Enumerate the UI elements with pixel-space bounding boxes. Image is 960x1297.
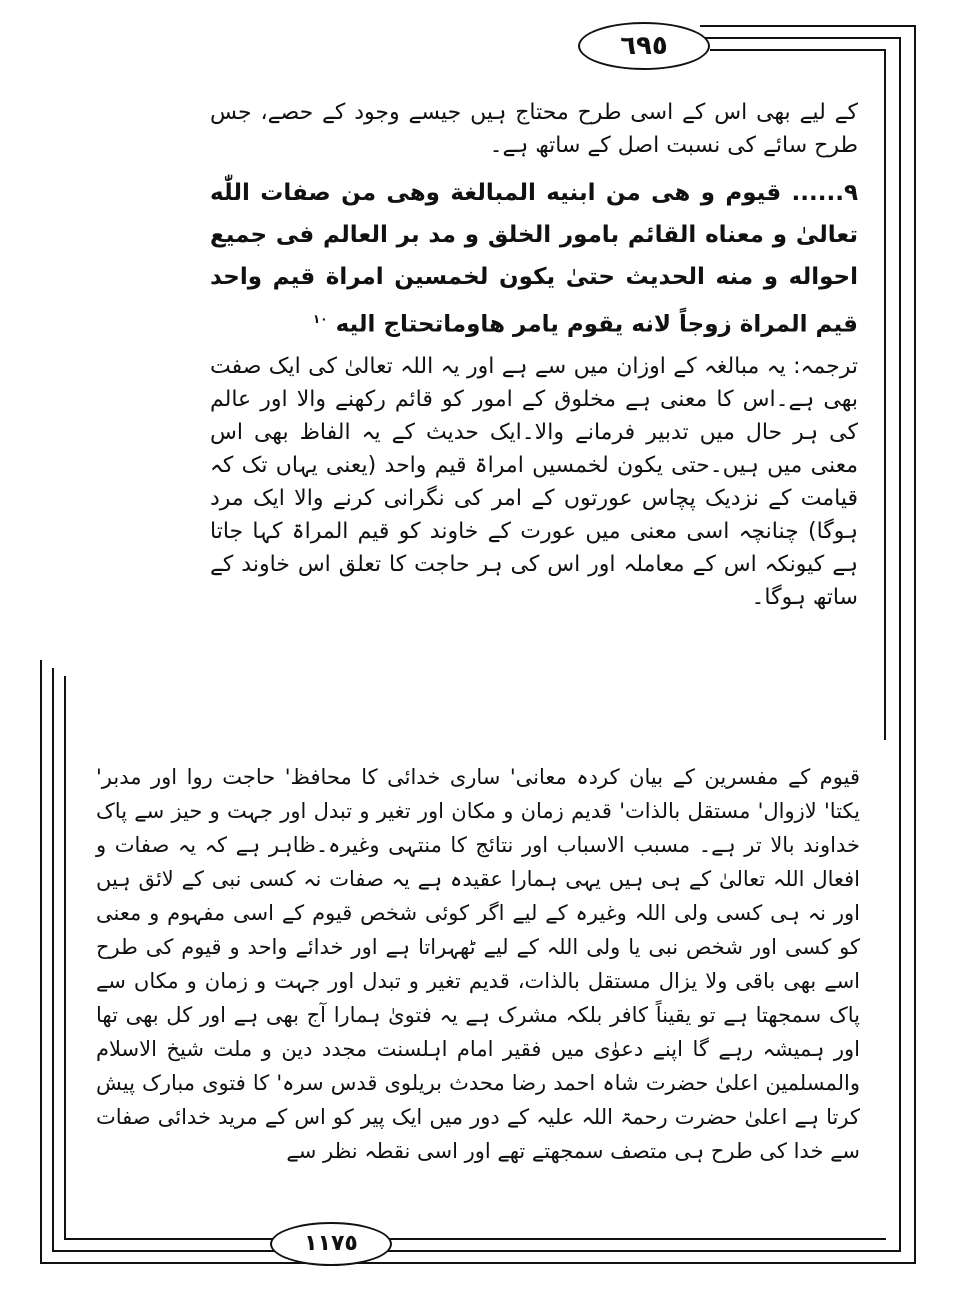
lower-text-block xyxy=(96,760,860,1168)
frame-line-bottom-mid xyxy=(52,1250,901,1252)
explanation-paragraph: قیوم کے مفسرین کے بیان کردہ معانی' ساری خدائی کا محافظ' حاجت روا اور مدبر' یکتا' لازوال' مستقل بالذات' قدیم زمان و مکان اور تغیر و تبدل اور جہت و حیز سے پاک خداوند بالا تر ہے۔ مسبب الاسباب اور نتائج کا منتہی وغیرہ۔ظاہر ہے کہ یہ صفات و افعال اللہ تعالیٰ کے ہی ہیں یہی ہمارا عقیدہ ہے یہ صفات نہ کسی نبی کے لائق ہیں اور نہ ہی کسی ولی اللہ وغیرہ کے لیے اگر کوئی شخص قیوم کے اسی مفہوم و معنی کو کسی اور شخص نبی یا ولی اللہ کے لیے ٹھہراتا ہے اور خدائے واحد و قیوم کی طرح اسے بھی باقی ولا یزال مستقل بالذات، قدیم تغیر و تبدل اور جہت و زمان و مکاں سے پاک سمجھتا ہے تو یقیناً کافر بلکہ مشرک ہے یہ فتویٰ ہمارا آج بھی ہے اور کل بھی تھا اور ہمیشہ رہے گا اپنے دعوٰی میں فقیر امام اہلسنت مجدد دین و ملت شیخ الاسلام والمسلمین اعلیٰ حضرت شاہ احمد رضا محدث بریلوی قدس سرہ' کا فتوی مبارک پیش کرتا ہے اعلیٰ حضرت رحمۃ اللہ علیہ کے دور میں ایک پیر کو اس کے مرید خدائی صفات سے خدا کی طرح ہی متصف سمجھتے تھے اور اسی نقطہ نظر سے xyxy=(96,765,860,1163)
translation-paragraph: ترجمہ: یہ مبالغہ کے اوزان میں سے ہے اور یہ اللہ تعالیٰ کی ایک صفت بھی ہے۔اس کا معنی ہے مخلوق کے امور کو قائم رکھنے والا اور عالم کی ہر حال میں تدبیر فرمانے والا۔ایک حدیث کے یہ الفاظ بھی اس معنی میں ہیں۔حتی یکون لخمسیں امراۃ قیم واحد (یعنی یہاں تک کہ قیامت کے نزدیک پچاس عورتوں کے امر کی نگرانی کرنے والا ایک مرد ہوگا) چنانچہ اسی معنی میں عورت کے خاوند کو قیم المراۃ کہا جاتا ہے کیونکہ اس کے معاملہ اور اس کی ہر حاجت کا تعلق اس خاوند کے ساتھ ہوگا۔ xyxy=(210,353,858,610)
frame-line-top-inner xyxy=(710,49,886,51)
frame-line-right-outer xyxy=(914,25,916,1264)
frame-line-top-outer xyxy=(700,25,916,27)
footnote-reference: ١٠ xyxy=(312,312,328,326)
arabic-item-number: ٩...... xyxy=(791,180,858,206)
frame-line-right-inner xyxy=(884,49,886,740)
frame-line-left-inner xyxy=(64,676,66,1240)
frame-line-bottom-inner xyxy=(64,1238,284,1240)
upper-text-block xyxy=(210,96,858,614)
header-page-number: ٦٩٥ xyxy=(578,22,710,70)
frame-line-bottom-inner-right xyxy=(380,1238,886,1240)
frame-line-bottom-outer xyxy=(40,1262,916,1264)
frame-line-top-mid xyxy=(705,37,901,39)
intro-paragraph: کے لیے بھی اس کے اسی طرح محتاج ہیں جیسے وجود کے حصے، جس طرح سائے کی نسبت اصل کے ساتھ ہے۔ xyxy=(210,100,858,158)
footer-page-number: ١١٧٥ xyxy=(270,1222,392,1266)
frame-line-left-mid xyxy=(52,668,54,1252)
arabic-text: قیوم و ھی من ابنیه المبالغة وھی من صفات اللّٰه تعالیٰ و معناه القائم بامور الخلق و مد بر العالم فی جمیع احواله و منه الحدیث حتیٰ یکون لخمسین امراة قیم واحد قیم المراة زوجاً لانه یقوم یامر ھاوماتحتاج الیه xyxy=(210,180,858,338)
arabic-quotation xyxy=(210,172,858,346)
frame-line-right-mid xyxy=(899,37,901,1252)
frame-line-left-outer xyxy=(40,660,42,1264)
